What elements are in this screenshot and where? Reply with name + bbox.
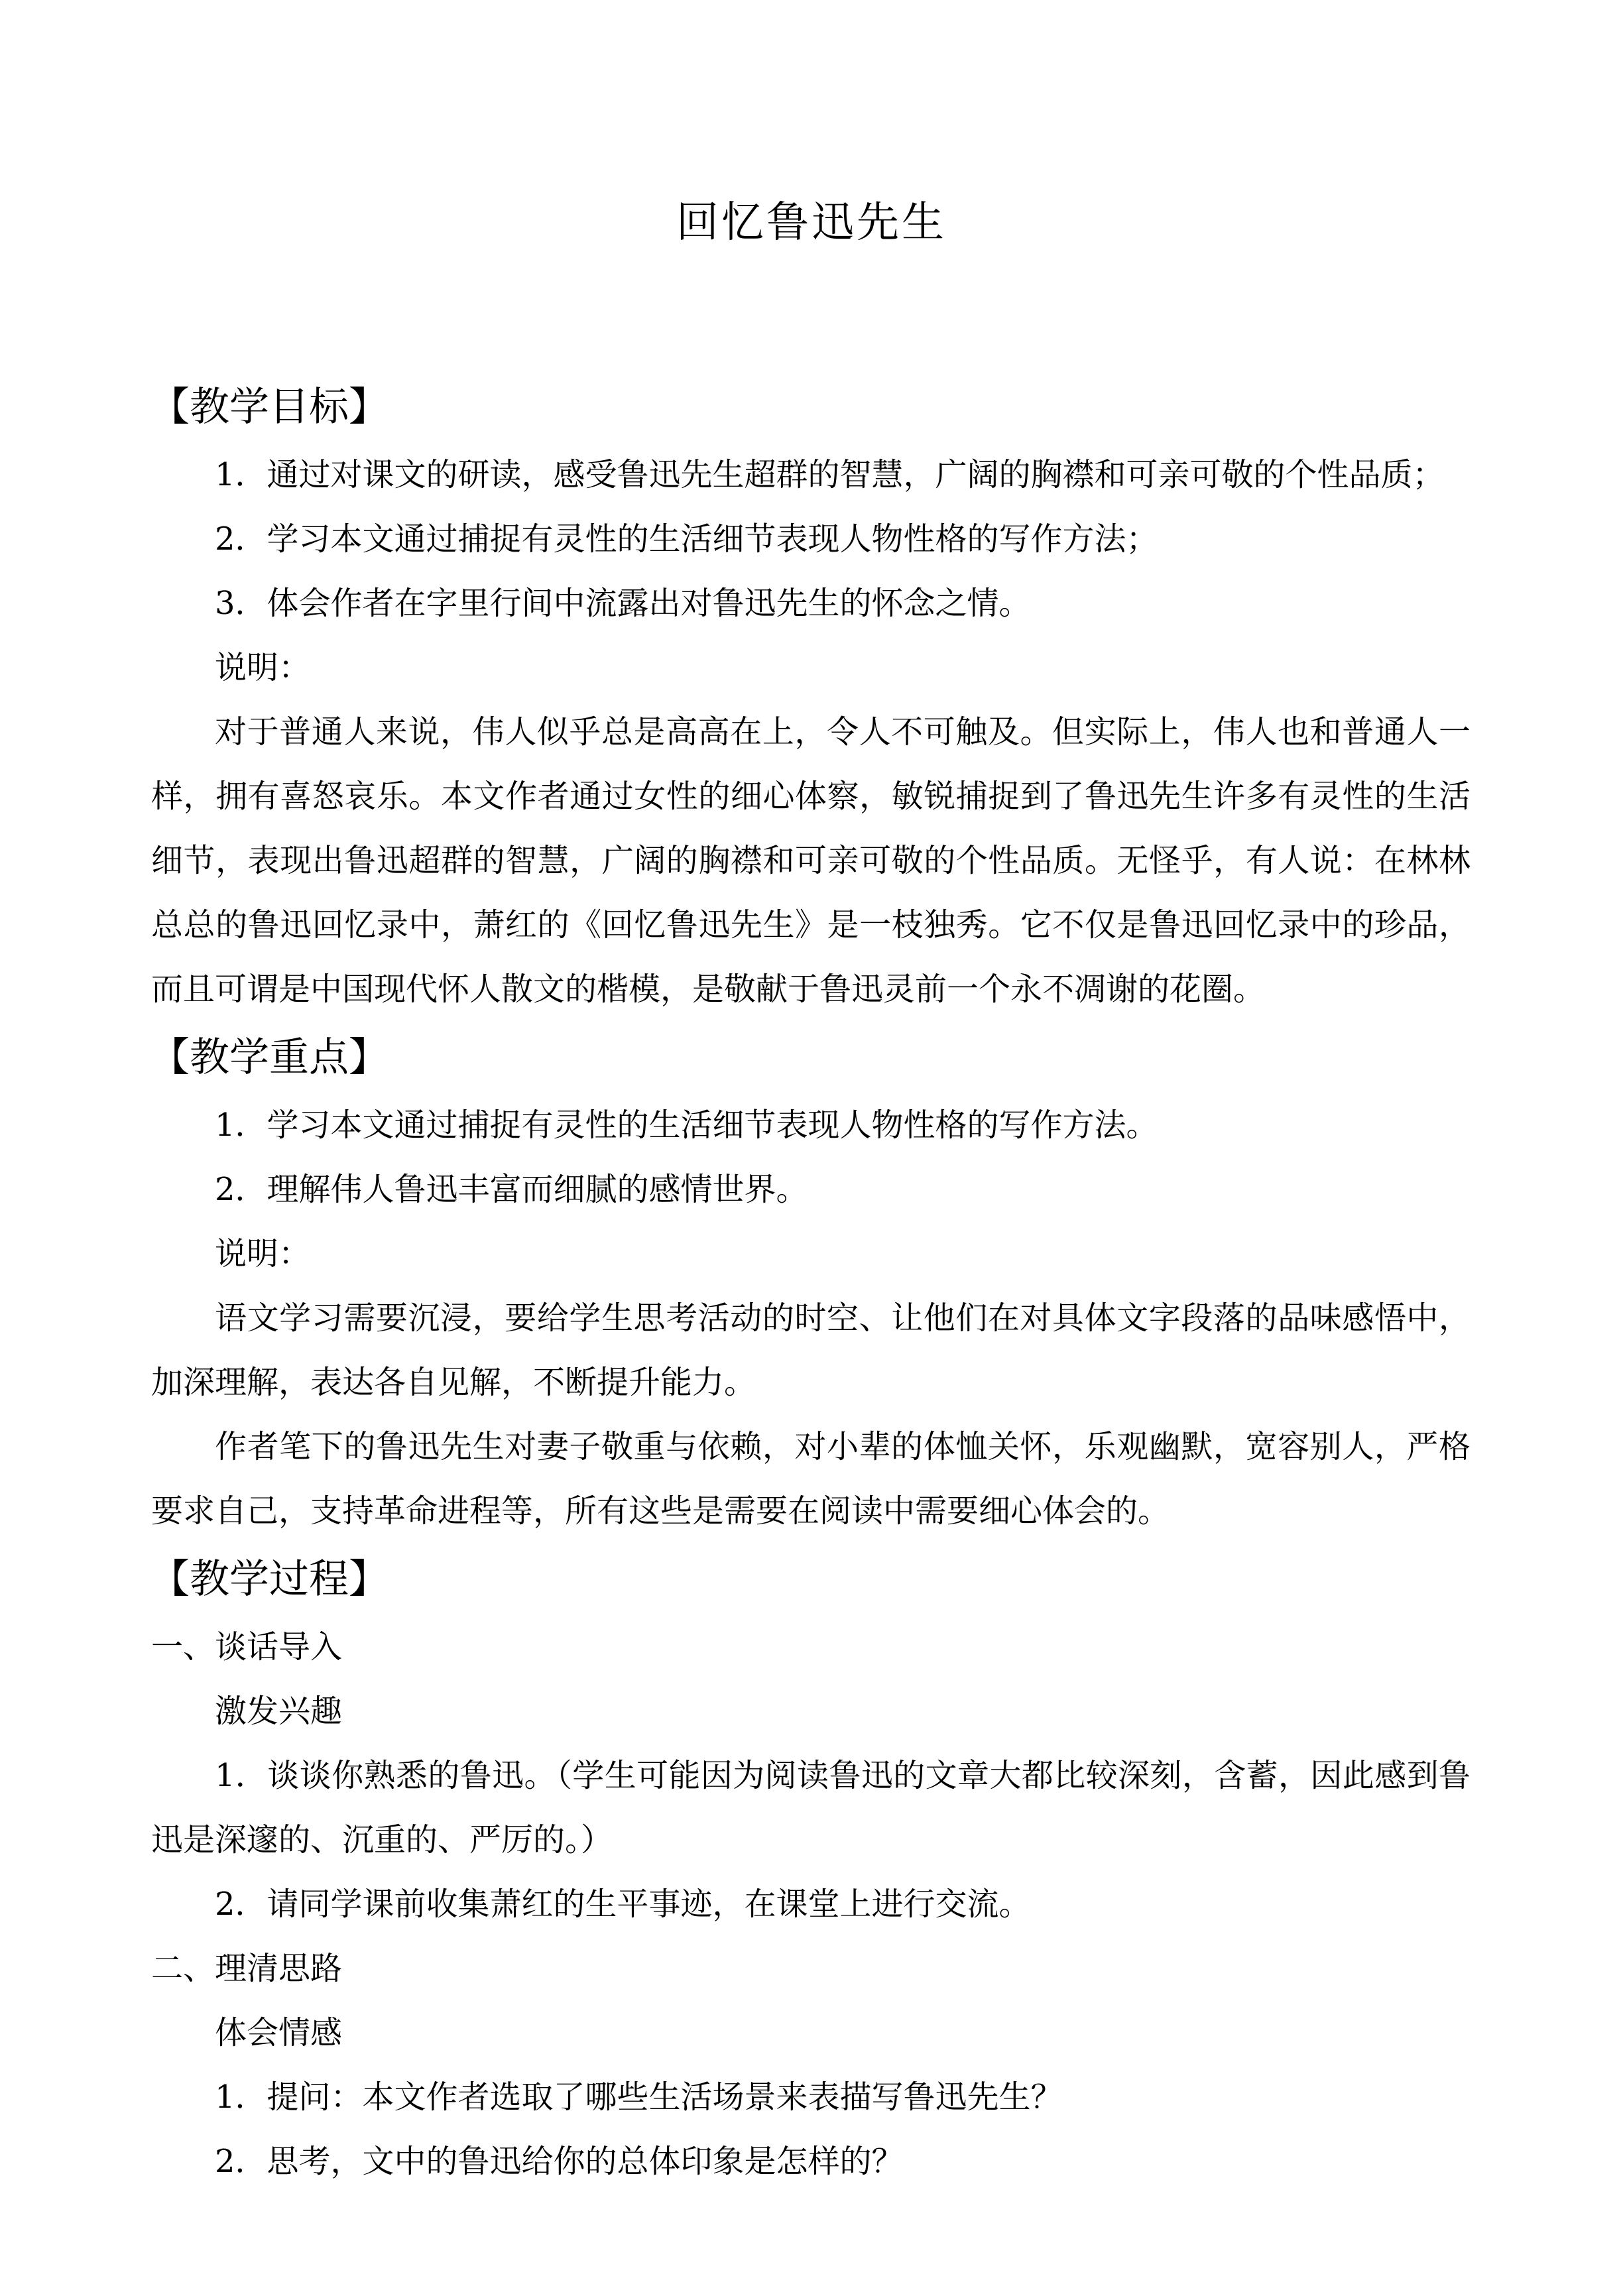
note-label: 说明： [215,649,311,686]
key-point-item: 2．理解伟人鲁迅丰富而细腻的感情世界。 [215,1171,808,1208]
section-heading-objectives: 【教学目标】 [150,384,389,430]
note-paragraph: 对于普通人来说，伟人似乎总是高高在上，令人不可触及。但实际上，伟人也和普通人一样，拥有喜怒哀乐。本文作者通过女性的细心体察，敏锐捕捉到了鲁迅先生许多有灵性的生活细节，表现出鲁迅超群的智慧，广阔的胸襟和可亲可敬的个性品质。无怪乎，有人说：在林林总总的鲁迅回忆录中，萧红的《回忆鲁迅先生》是一枝独秀。它不仅是鲁迅回忆录中的珍品，而且可谓是中国现代怀人散文的楷模，是敬献于鲁迅灵前一个永不凋谢的花圈。 [151,713,1471,1008]
page-title: 回忆鲁迅先生 [676,198,947,247]
process-item: 1．谈谈你熟悉的鲁迅。（学生可能因为阅读鲁迅的文章大都比较深刻，含蓄，因此感到鲁迅是深邃的、沉重的、严厉的。） [151,1757,1471,1858]
process-item: 2．请同学课前收集萧红的生平事迹，在课堂上进行交流。 [215,1886,1031,1923]
process-part-title: 二、理清思路 [151,1950,343,1987]
process-item: 2．思考，文中的鲁迅给你的总体印象是怎样的？ [215,2143,904,2180]
process-part-subtitle: 激发兴趣 [215,1693,343,1730]
process-item: 1．提问：本文作者选取了哪些生活场景来表描写鲁迅先生？ [215,2079,1063,2116]
section-heading-process: 【教学过程】 [150,1556,389,1602]
objective-item: 1．通过对课文的研读，感受鲁迅先生超群的智慧，广阔的胸襟和可亲可敬的个性品质； [215,456,1445,493]
key-point-item: 1．学习本文通过捕捉有灵性的生活细节表现人物性格的写作方法。 [215,1107,1158,1144]
document-body [151,371,1471,2194]
objective-item: 3．体会作者在字里行间中流露出对鲁迅先生的怀念之情。 [215,585,1031,622]
note-paragraph: 作者笔下的鲁迅先生对妻子敬重与依赖，对小辈的体恤关怀，乐观幽默，宽容别人，严格要求自己，支持革命进程等，所有这些是需要在阅读中需要细心体会的。 [151,1428,1471,1530]
note-label: 说明： [215,1235,311,1272]
process-part-subtitle: 体会情感 [215,2014,343,2051]
note-paragraph: 语文学习需要沉浸，要给学生思考活动的时空、让他们在对具体文字段落的品味感悟中，加深理解，表达各自见解，不断提升能力。 [151,1299,1471,1401]
objective-item: 2．学习本文通过捕捉有灵性的生活细节表现人物性格的写作方法； [215,520,1158,558]
section-heading-key-points: 【教学重点】 [150,1034,389,1081]
process-part-title: 一、谈话导入 [151,1628,343,1665]
